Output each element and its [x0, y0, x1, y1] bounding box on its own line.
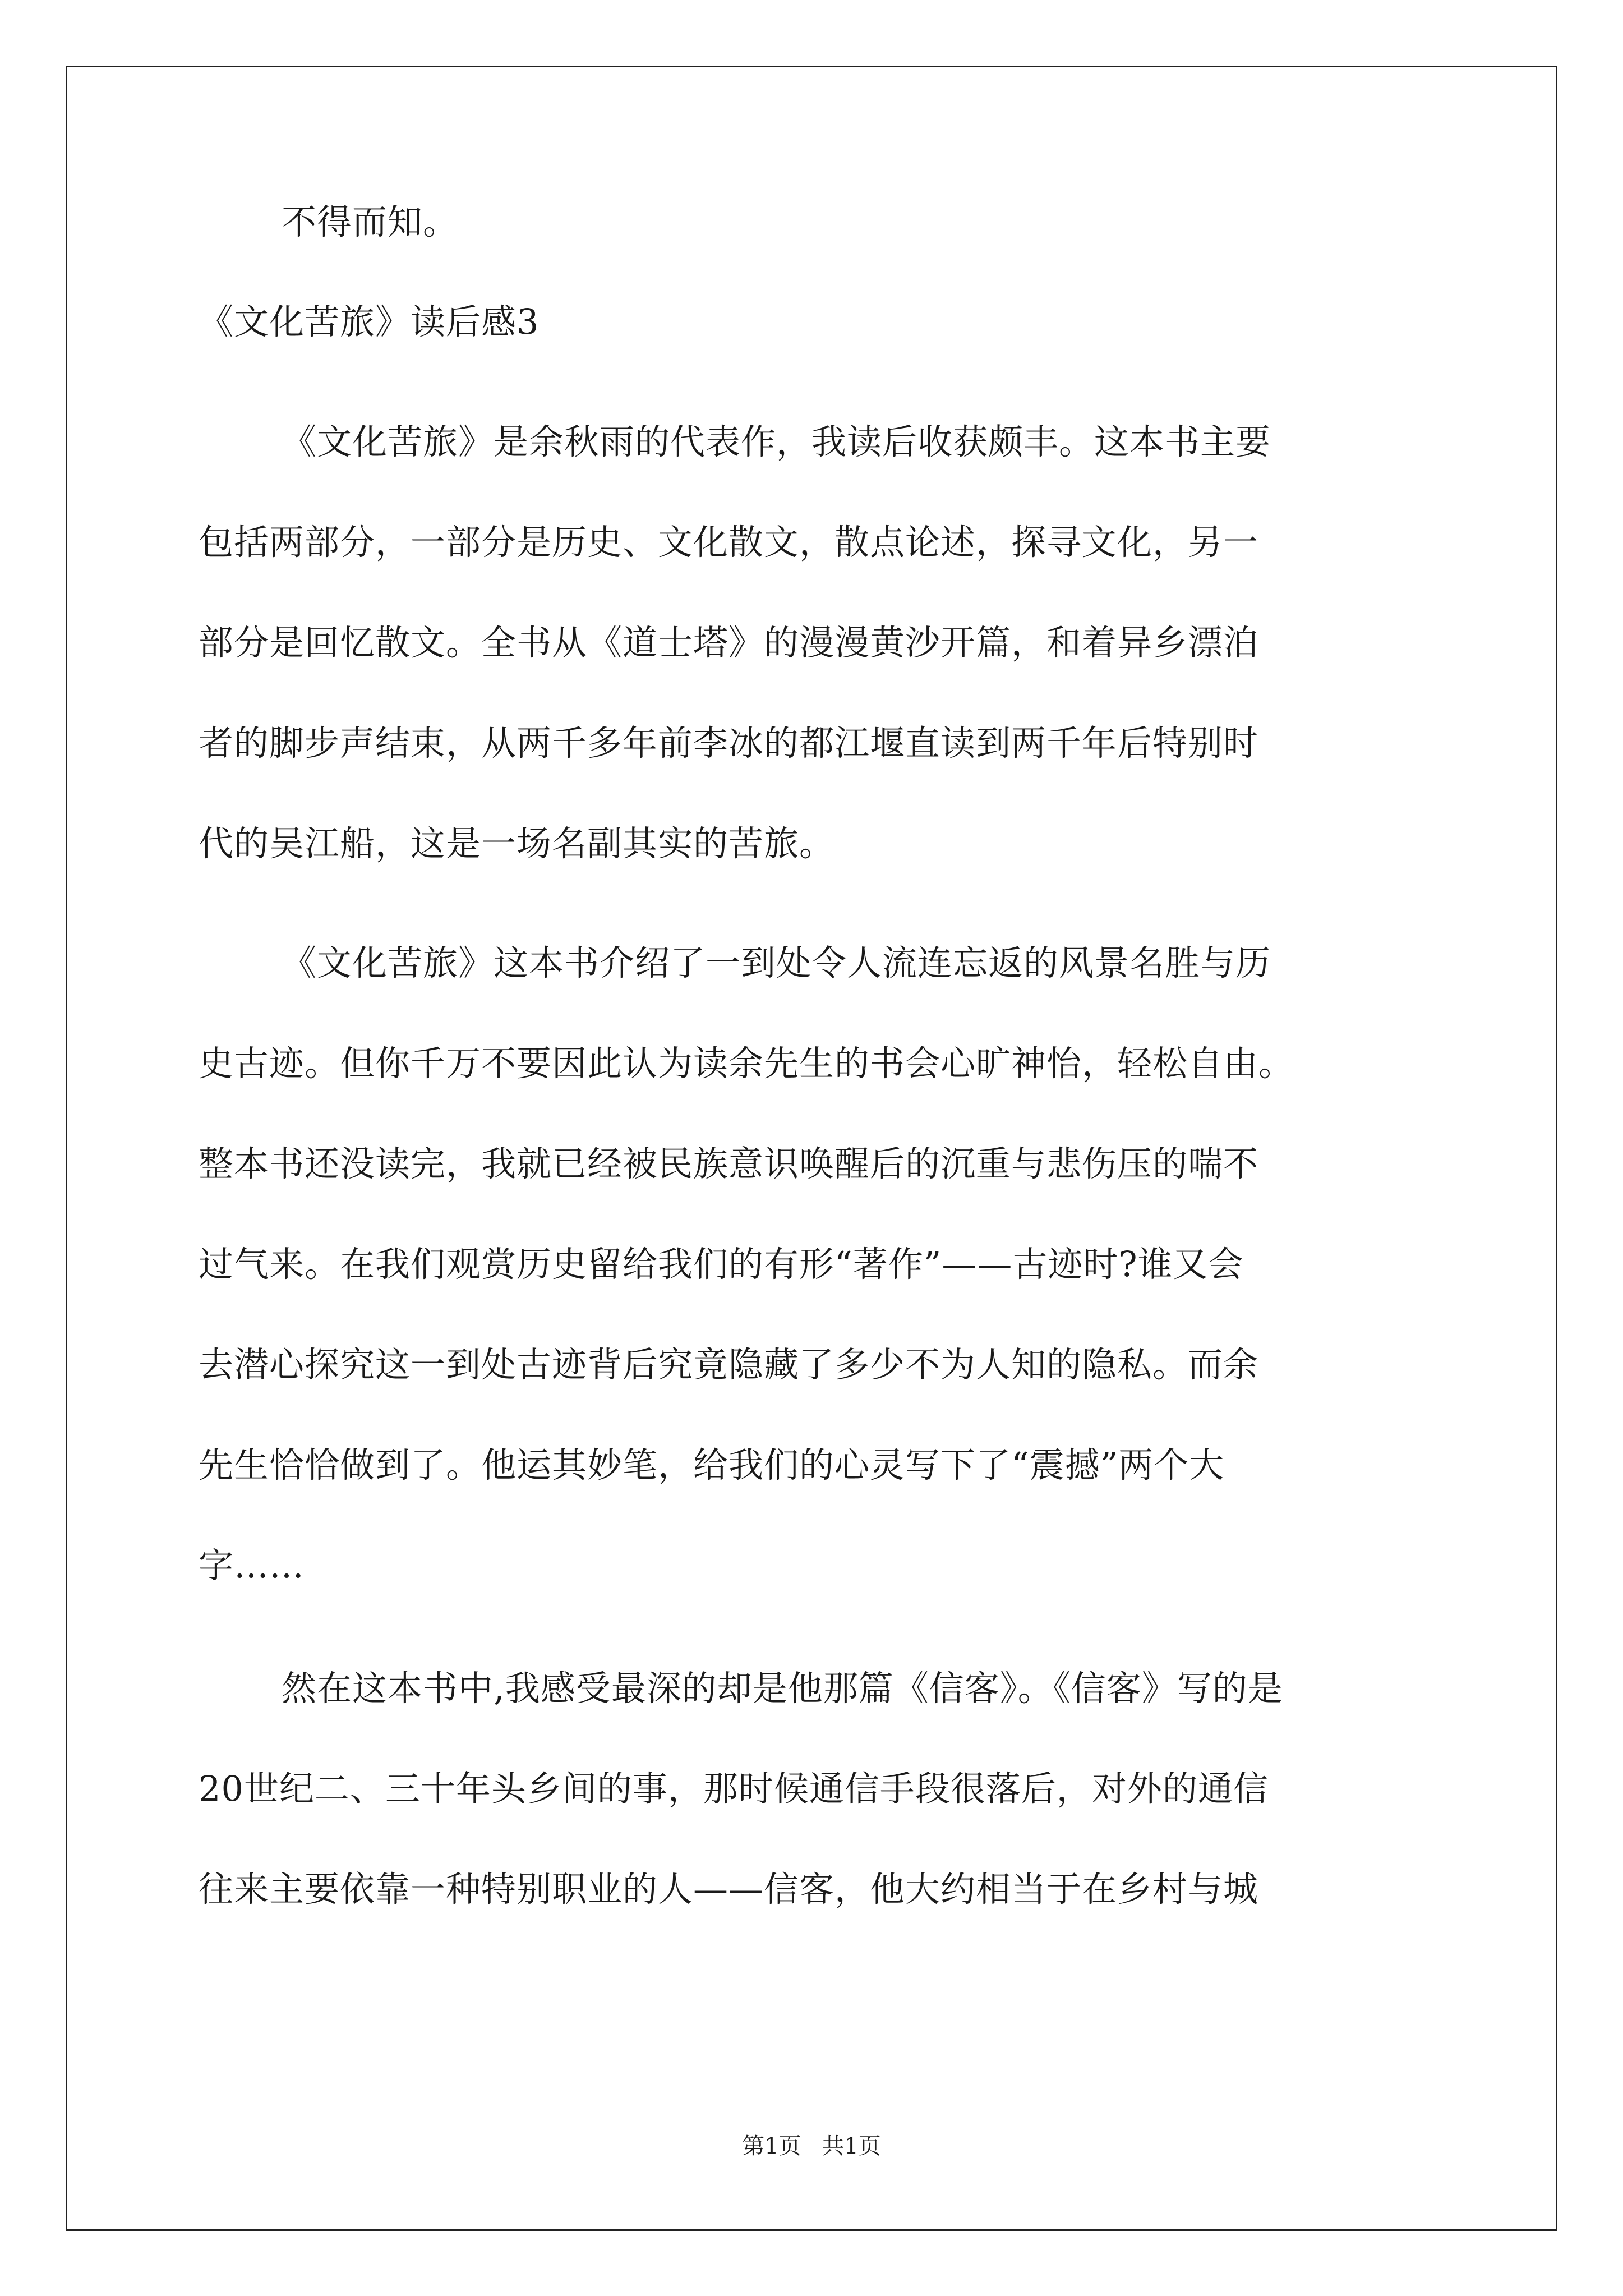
- paragraph-line: 先生恰恰做到了。他运其妙笔，给我们的心灵写下了“震撼”两个大: [199, 1444, 1225, 1485]
- paragraph-line: 字……: [199, 1545, 305, 1586]
- paragraph-line: 过气来。在我们观赏历史留给我们的有形“著作”——古迹时?谁又会: [199, 1244, 1244, 1285]
- section-heading: 《文化苦旅》读后感3: [199, 301, 540, 342]
- paragraph-line: 者的脚步声结束，从两千多年前李冰的都江堰直读到两千年后特别时: [199, 723, 1259, 763]
- paragraph-line: 包括两部分，一部分是历史、文化散文，散点论述，探寻文化，另一: [199, 522, 1259, 563]
- paragraph-line: 然在这本书中,我感受最深的却是他那篇《信客》。《信客》写的是: [282, 1668, 1283, 1709]
- paragraph-line: 《文化苦旅》这本书介绍了一到处令人流连忘返的风景名胜与历: [282, 942, 1271, 983]
- paragraph-line: 《文化苦旅》是余秋雨的代表作，我读后收获颇丰。这本书主要: [282, 421, 1271, 462]
- page-total: 共1页: [822, 2133, 881, 2159]
- paragraph-line: 部分是回忆散文。全书从《道士塔》的漫漫黄沙开篇，和着异乡漂泊: [199, 622, 1259, 663]
- paragraph-line: 史古迹。但你千万不要因此认为读余先生的书会心旷神怡，轻松自由。: [199, 1043, 1294, 1084]
- paragraph-line: 代的吴江船，这是一场名副其实的苦旅。: [199, 823, 835, 864]
- page-number: 第1页: [742, 2133, 801, 2159]
- paragraph-line: 整本书还没读完，我就已经被民族意识唤醒后的沉重与悲伤压的喘不: [199, 1143, 1259, 1184]
- paragraph-line: 不得而知。: [282, 201, 459, 242]
- paragraph-line: 去潜心探究这一到处古迹背后究竟隐藏了多少不为人知的隐私。而余: [199, 1344, 1259, 1385]
- paragraph-line: 往来主要依靠一种特别职业的人——信客，他大约相当于在乡村与城: [199, 1869, 1259, 1910]
- paragraph-line: 20世纪二、三十年头乡间的事，那时候通信手段很落后，对外的通信: [199, 1768, 1269, 1809]
- page-footer: [0, 2132, 1623, 2160]
